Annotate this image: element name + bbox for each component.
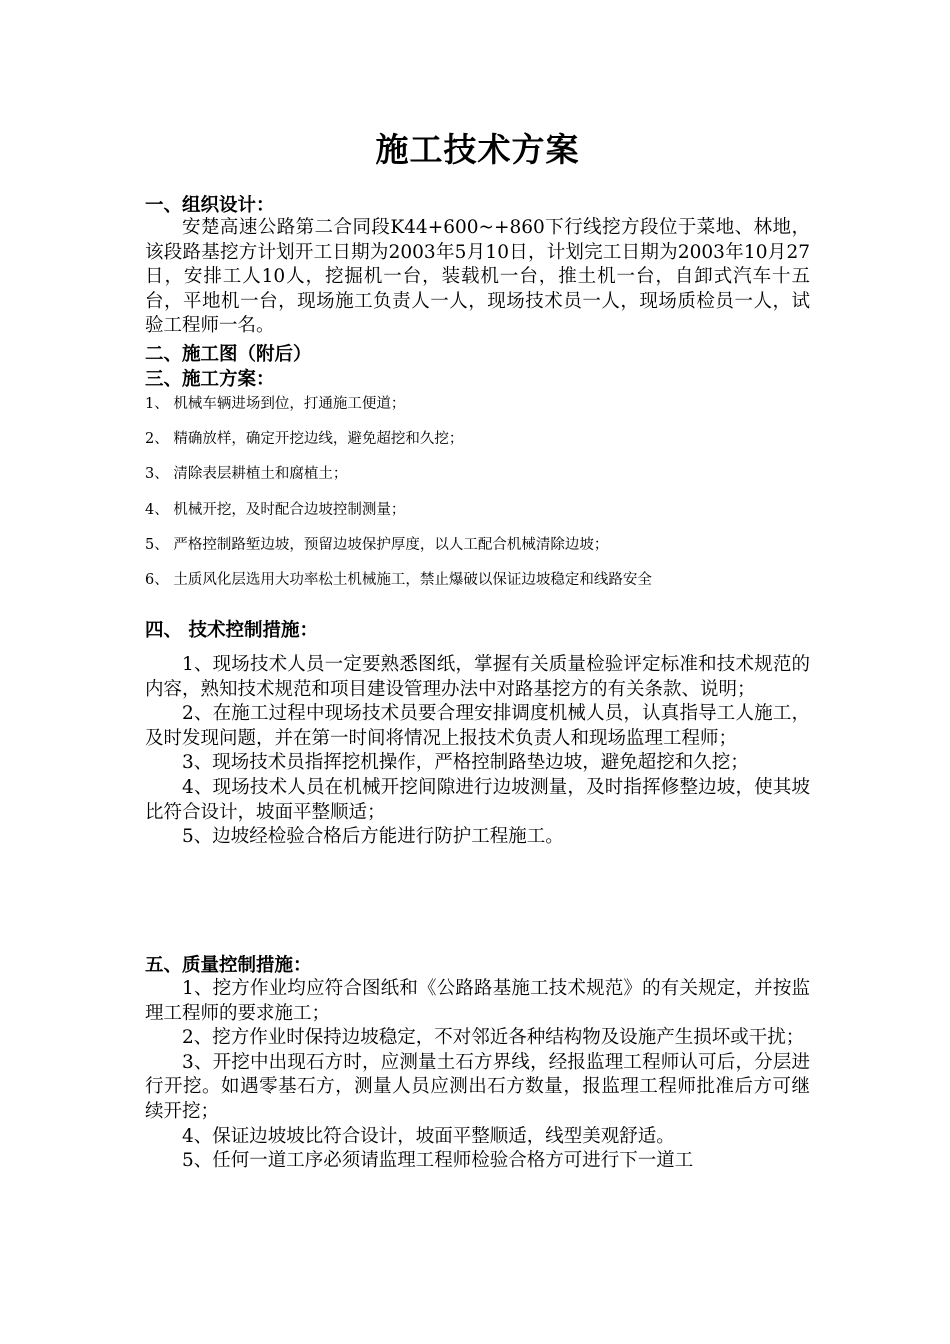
list-item: 3、 清除表层耕植土和腐植土； (145, 466, 348, 482)
section-paragraph: 2、挖方作业时保持边坡稳定，不对邻近各种结构物及设施产生损坏或干扰； (182, 1027, 805, 1049)
section-drawings (145, 342, 810, 368)
section-heading: 一、组织设计： (145, 195, 275, 216)
section-paragraph: 4、现场技术人员在机械开挖间隙进行边坡测量，及时指挥修整边坡，使其坡比符合设计，坡面平整顺适； (145, 776, 810, 823)
section-quality-control (145, 953, 810, 979)
section-plan (145, 367, 810, 393)
section-paragraph: 安楚高速公路第二合同段K44+600~+860下行线挖方段位于菜地、林地，该段路基挖方计划开工日期为2003年5月10日，计划完工日期为2003年10月27日，安排工人10人，挖掘机一台，装载机一台，推土机一台，自卸式汽车十五台，平地机一台，现场施工负责人一人，现场技术员一人，现场质检员一人，试验工程师一名。 (145, 217, 810, 337)
list-item: 6、 土质风化层选用大功率松土机械施工，禁止爆破以保证边坡稳定和线路安全 (145, 572, 652, 588)
section-heading: 五、质量控制措施： (145, 955, 312, 976)
section-paragraph: 5、任何一道工序必须请监理工程师检验合格方可进行下一道工 (182, 1150, 694, 1172)
list-item: 5、 严格控制路堑边坡，预留边坡保护厚度，以人工配合机械清除边坡； (145, 537, 609, 553)
section-technical-control (145, 618, 810, 644)
section-paragraph: 3、现场技术员指挥挖机操作，严格控制路垫边坡，避免超挖和久挖； (182, 752, 749, 774)
document-title: 施工技术方案 (375, 130, 580, 169)
section-paragraph: 5、边坡经检验合格后方能进行防护工程施工。 (182, 826, 564, 848)
section-paragraph: 1、现场技术人员一定要熟悉图纸，掌握有关质量检验评定标准和技术规范的内容，熟知技术规范和项目建设管理办法中对路基挖方的有关条款、说明； (145, 654, 810, 700)
section-paragraph: 1、挖方作业均应符合图纸和《公路路基施工技术规范》的有关规定，并按监理工程师的要求施工； (145, 978, 810, 1024)
section-heading: 三、施工方案： (145, 369, 275, 390)
list-item: 1、 机械车辆进场到位，打通施工便道； (145, 396, 406, 412)
section-technical-control-body (145, 653, 810, 850)
section-heading: 二、施工图（附后） (145, 344, 312, 365)
section-heading: 四、 技术控制措施： (145, 620, 318, 641)
list-item: 2、 精确放样，确定开挖边线，避免超挖和久挖； (145, 431, 464, 447)
section-paragraph: 4、保证边坡坡比符合设计，坡面平整顺适，线型美观舒适。 (182, 1125, 675, 1147)
section-paragraph: 2、在施工过程中现场技术员要合理安排调度机械人员，认真指导工人施工，及时发现问题，并在第一时间将情况上报技术负责人和现场监理工程师； (145, 703, 810, 749)
list-item: 4、 机械开挖，及时配合边坡控制测量； (145, 502, 406, 518)
section-organization (145, 193, 810, 339)
section-quality-control-body (145, 977, 810, 1174)
section-paragraph: 3、开挖中出现石方时，应测量土石方界线，经报监理工程师认可后，分层进行开挖。如遇零基石方，测量人员应测出石方数量，报监理工程师批准后方可继续开挖； (145, 1051, 810, 1122)
